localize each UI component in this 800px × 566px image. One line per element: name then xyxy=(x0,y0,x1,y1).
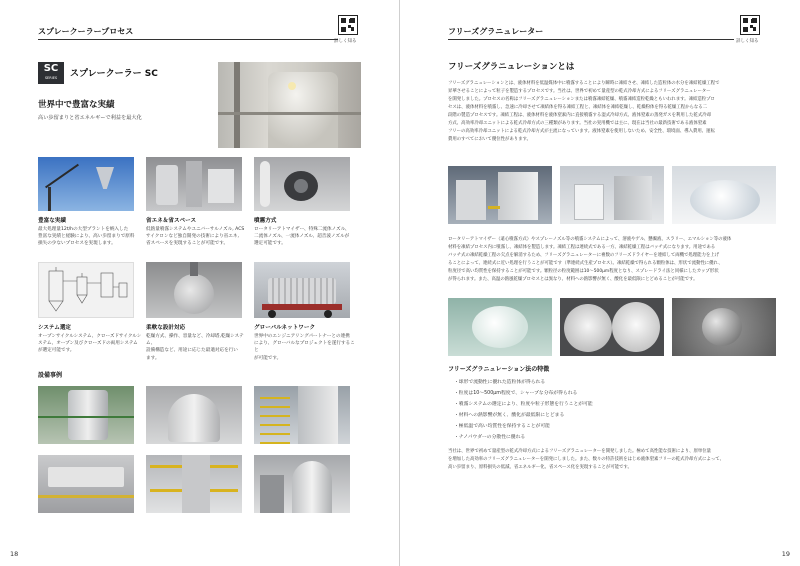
feature-item-2: ・粒度は10～500μm程度で、シャープな分布が得られる xyxy=(454,391,578,396)
equipment-photo-1 xyxy=(448,166,552,224)
feature-item-4: ・材料への熱影響が無く、酸化が最低限にとどまる xyxy=(454,413,565,418)
features-title: フリーズグラニュレーション法の特徴 xyxy=(448,366,550,373)
headline: 世界中で豊富な実績 xyxy=(38,100,115,110)
logo-text: SC xyxy=(43,63,59,74)
feature-item-6: ・ナノパウダーの分散性に優れる xyxy=(454,435,526,440)
logo-sub: SERIES xyxy=(44,76,58,80)
process-text: ロータリーアトマイザー（遠心噴霧方式）やスプレーノズル等の噴霧システムによって、溶液やゲル、懸濁液、スラリー、エマルション等の液体 材料を凍結プロセス内に噴霧し、凍結体を製造します。凍結工程は連続式である一方、凍結乾燥工程はバッチ式になります。用途である バッチ式の凍結乾燥工程の欠点を解消するため、フリーズグラニュレーターに複数のフリーズドライヤーを連結して両機で処理能力を上げ ることによって、連続式に近い処理を行うことが可能です（準連続式生産プロセス）。凍結乾燥で得られる顆粒体は、形状で流動性に優れ、 粒度径で高い均質性を保持することが可能です。顆粒径の粒度範囲は10～500μm程度となり、スプレードライ法と同様にしたカップ形状 が得られます。また、高温の熱風乾燥プロセスとは異なり、材料への熱影響が無く、酸化を最低限にとどめることが可能です。 xyxy=(448,237,732,282)
install-photo-3 xyxy=(254,386,350,444)
install-photo-6 xyxy=(254,455,350,513)
right-page xyxy=(400,0,800,566)
feature-photo-6 xyxy=(254,262,350,318)
granule-photo-2 xyxy=(560,298,664,356)
subheadline: 高い歩留まりと省エネルギーで利益を最大化 xyxy=(38,115,142,121)
right-header-rule xyxy=(448,39,734,40)
qr-caption[interactable]: 詳しく知る xyxy=(334,39,357,44)
feature-title-5: 柔軟な設計対応 xyxy=(146,325,186,331)
left-header-title: スプレークーラープロセス xyxy=(38,27,134,36)
sc-logo xyxy=(38,62,64,84)
left-header-rule xyxy=(38,39,338,40)
feature-photo-3 xyxy=(254,157,350,211)
install-photo-4 xyxy=(38,455,134,513)
right-header-title: フリーズグラニュレーター xyxy=(448,27,544,36)
feature-text-3: ロータリーアトマイザー、特殊二流体ノズル、 二流体ノズル、一流体ノズル、超音波ノズルが 選定可能です。 xyxy=(254,227,350,247)
qr-code-icon[interactable] xyxy=(740,15,760,35)
product-title: スプレークーラー SC xyxy=(70,69,158,79)
system-diagram xyxy=(38,262,134,318)
feature-title-1: 豊富な実績 xyxy=(38,218,66,224)
feature-title-3: 噴霧方式 xyxy=(254,218,277,224)
granule-photo-1 xyxy=(448,298,552,356)
powder-photo-1 xyxy=(672,166,776,224)
process-diagram-icon xyxy=(39,263,134,318)
install-photo-2 xyxy=(146,386,242,444)
feature-title-2: 省エネ＆省スペース xyxy=(146,218,197,224)
feature-item-5: ・極低温で高い均質性を保持することが可能 xyxy=(454,424,550,429)
feature-text-1: 最大処理量12t/hの大型プラントを納入した 豊富な実績と経験により、高い歩留まりで原料 損失の少ないプロセスを実現します。 xyxy=(38,227,135,247)
install-photo-5 xyxy=(146,455,242,513)
intro-text: フリーズグラニュレーションとは、液体材料を低温媒体中に噴霧することにより瞬時に凍結させ、凍結した造粒体の水分を凍結乾燥工程で 昇華させることによって粒子を製造するプロセスです。当社は、世界で初めて量産型の乾式冷却方式によるフリーズグラニュレーター を開発しました。プロセスの名称はフリーズグラニュレーションまたは噴霧凍結乾燥、噴霧凍結造粒乾燥ともいわれます。凍結造粒プロ セスは、液体材料を噴霧し、急速に冷却させて凍結体を得る凍結工程と、凍結体を凍結乾燥し、乾燥粉体を得る乾燥工程からなる二 段階の製造プロセスです。凍結工程は、液体材料を液体窒素内に直接噴霧する湿式冷却方式、液体窒素の蒸発ガスを利用した乾式冷却 方式、高効率冷却ユニットによる乾式冷却方式の三種類があります。当社の実用機では主に、現在は当社の最新技術である液体窒素 フリーの高効率冷却ユニットによる乾式冷却方式が主流になっています。液体窒素を使用しないため、安全性、環境面、導入費用、運転 費用のすべてにおいて優位性があります。 xyxy=(448,81,720,142)
feature-photo-2 xyxy=(146,157,242,211)
feature-item-1: ・球形で流動性に優れた造粒体が得られる xyxy=(454,380,546,385)
spray-cooler-photo xyxy=(218,62,361,148)
feature-item-3: ・噴霧システムの選定により、粒度や粒子形態を行うことが可能 xyxy=(454,402,593,407)
page-number-left: 18 xyxy=(10,550,19,558)
feature-text-2: 低熱量噴霧システムやユニバーサルノズル, ACS サイクロンなど独自開発の技術により省エネ, 省スペースを実現することが可能です。 xyxy=(146,227,245,247)
feature-photo-1 xyxy=(38,157,134,211)
feature-title-6: グローバルネットワーク xyxy=(254,325,316,331)
equipment-photo-2 xyxy=(560,166,664,224)
feature-photo-5 xyxy=(146,262,242,318)
page-number-right: 19 xyxy=(781,550,790,558)
closing-text: 当社は、世界で初めて量産型の乾式冷却方式によるフリーズグラニュレーターを開発しました。極めて高性能な技術により、原単位量 を増加した高効率のフリーズグラニュレーターを開発にしました。また、数々の特許技術をはじめ液体窒素フリーの乾式冷却方式によって、 高い歩留まり、原料損失の低減、省エネルギー化、省スペース化を実現することが可能です。 xyxy=(448,449,724,470)
qr-code-icon[interactable] xyxy=(338,15,358,35)
feature-text-4: オープンサイクルシステム、クローズドサイクルシ ステム、オープン及びクローズドの両用システム が選定可能です。 xyxy=(38,334,142,354)
feature-text-6: 世界中のエンジニアリングパートナーとの連携 により、グローバルなプロジェクトを遂行すること が可能です。 xyxy=(254,334,355,361)
feature-title-4: システム選定 xyxy=(38,325,72,331)
installation-title: 設備事例 xyxy=(38,372,63,379)
feature-text-5: 乾燥方式、操作、容量など、冷却塔,乾燥システム、 設備構造など、用途に応じた最適対応を行い ます。 xyxy=(146,334,244,361)
install-photo-1 xyxy=(38,386,134,444)
section-title: フリーズグラニュレーションとは xyxy=(448,62,575,72)
granule-micrograph xyxy=(672,298,776,356)
qr-caption[interactable]: 詳しく知る xyxy=(736,39,759,44)
